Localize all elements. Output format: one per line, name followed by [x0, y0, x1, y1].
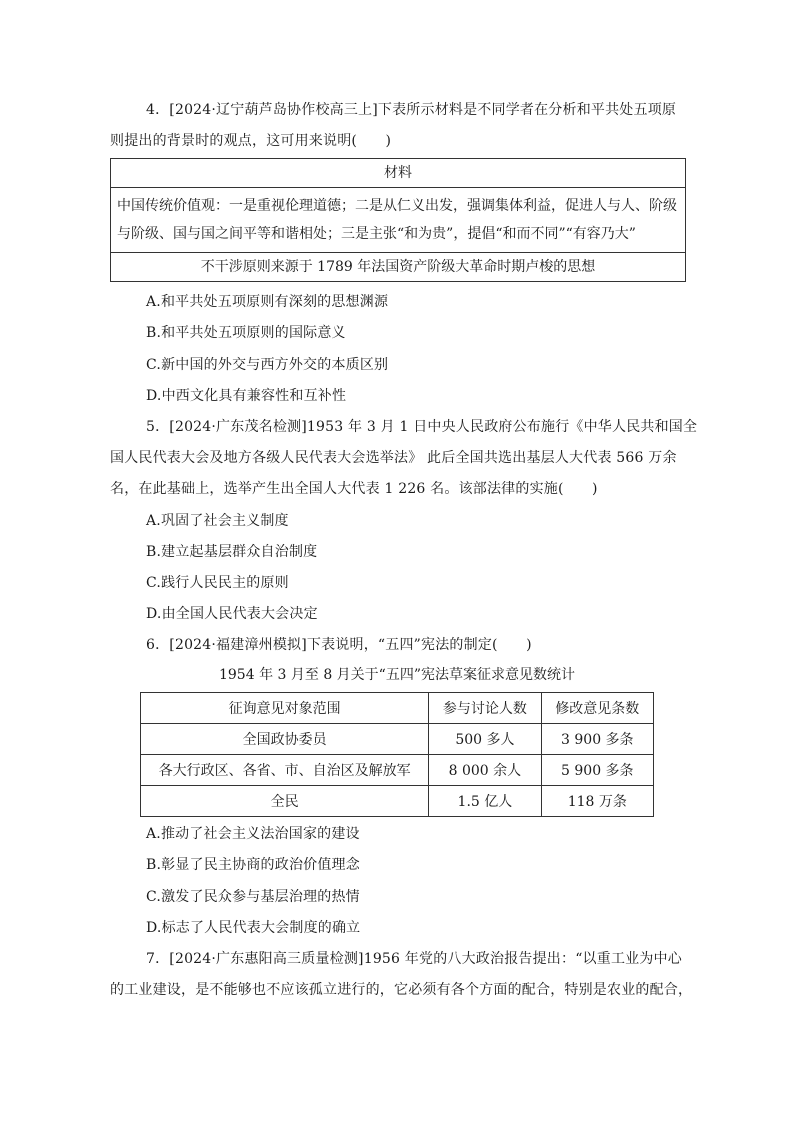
q5-option-c[interactable]: C.践行人民民主的原则: [146, 575, 289, 591]
table-cell: 全民: [141, 786, 429, 817]
q5-option-a[interactable]: A.巩固了社会主义制度: [146, 513, 289, 529]
table-row: [141, 724, 654, 755]
q4-material-table: [110, 158, 686, 282]
table-cell: 5 900 多条: [541, 755, 653, 786]
q6-option-a[interactable]: A.推动了社会主义法治国家的建设: [146, 826, 360, 842]
table-row: [141, 786, 654, 817]
q6-table-caption: 1954 年 3 月至 8 月关于“五四”宪法草案征求意见数统计: [218, 667, 575, 683]
q5-stem-line-3: 名，在此基础上，选举产生出全国人大代表 1 226 名。该部法律的实施( ): [110, 481, 598, 497]
q5-stem-line-2: 国人民代表大会及地方各级人民代表大会选举法》 此后全国共选出基层人大代表 566 万余: [110, 450, 677, 466]
q6-option-b[interactable]: B.彰显了民主协商的政治价值理念: [146, 857, 360, 873]
q4-table-row-2: 不干涉原则来源于 1789 年法国资产阶级大革命时期卢梭的思想: [111, 252, 685, 281]
q4-option-a[interactable]: A.和平共处五项原则有深刻的思想渊源: [146, 294, 389, 310]
table-header-row: [141, 693, 654, 724]
q4-stem-line-1: 4．[2024·辽宁葫芦岛协作校高三上]下表所示材料是不同学者在分析和平共处五项原: [146, 102, 677, 118]
q4-table-row-1-line-1: 中国传统价值观：一是重视伦理道德；二是从仁义出发，强调集体利益，促进人与人、阶级: [117, 198, 677, 214]
table-cell: 1.5 亿人: [429, 786, 541, 817]
q5-option-d[interactable]: D.由全国人民代表大会决定: [146, 606, 318, 622]
q4-table-row-1-line-2: 与阶级、国与国之间平等和谐相处；三是主张“和为贵”，提倡“和而不同”“有容乃大”: [117, 226, 636, 242]
table-cell: 8 000 余人: [429, 755, 541, 786]
table-cell: 全国政协委员: [141, 724, 429, 755]
q6-data-table: [140, 692, 654, 817]
table-cell: 各大行政区、各省、市、自治区及解放军: [141, 755, 429, 786]
q4-table-row-1: [111, 187, 685, 252]
q4-option-c[interactable]: C.新中国的外交与西方外交的本质区别: [146, 357, 389, 373]
q5-stem-line-1: 5．[2024·广东茂名检测]1953 年 3 月 1 日中央人民政府公布施行《中华人民共和国全: [146, 419, 698, 435]
q4-option-d[interactable]: D.中西文化具有兼容性和互补性: [146, 388, 347, 404]
q7-stem-line-2: 的工业建设，是不能够也不应该孤立进行的，它必须有各个方面的配合，特别是农业的配合，: [110, 982, 693, 998]
column-header: 征询意见对象范围: [141, 693, 429, 724]
table-cell: 3 900 多条: [541, 724, 653, 755]
q4-stem-line-2: 则提出的背景时的观点，这可用来说明( ): [110, 133, 392, 149]
q6-option-d[interactable]: D.标志了人民代表大会制度的确立: [146, 920, 361, 936]
table-cell: 118 万条: [541, 786, 653, 817]
table-row: [141, 755, 654, 786]
q6-option-c[interactable]: C.激发了民众参与基层治理的热情: [146, 889, 360, 905]
q5-option-b[interactable]: B.建立起基层群众自治制度: [146, 544, 318, 560]
column-header: 参与讨论人数: [429, 693, 541, 724]
q6-stem-line-1: 6．[2024·福建漳州模拟]下表说明，“五四”宪法的制定( ): [146, 637, 532, 653]
column-header: 修改意见条数: [541, 693, 653, 724]
table-cell: 500 多人: [429, 724, 541, 755]
q4-table-header: 材料: [384, 165, 412, 181]
q7-stem-line-1: 7．[2024·广东惠阳高三质量检测]1956 年党的八大政治报告提出：“以重工业为中心: [146, 951, 682, 967]
q4-option-b[interactable]: B.和平共处五项原则的国际意义: [146, 325, 346, 341]
